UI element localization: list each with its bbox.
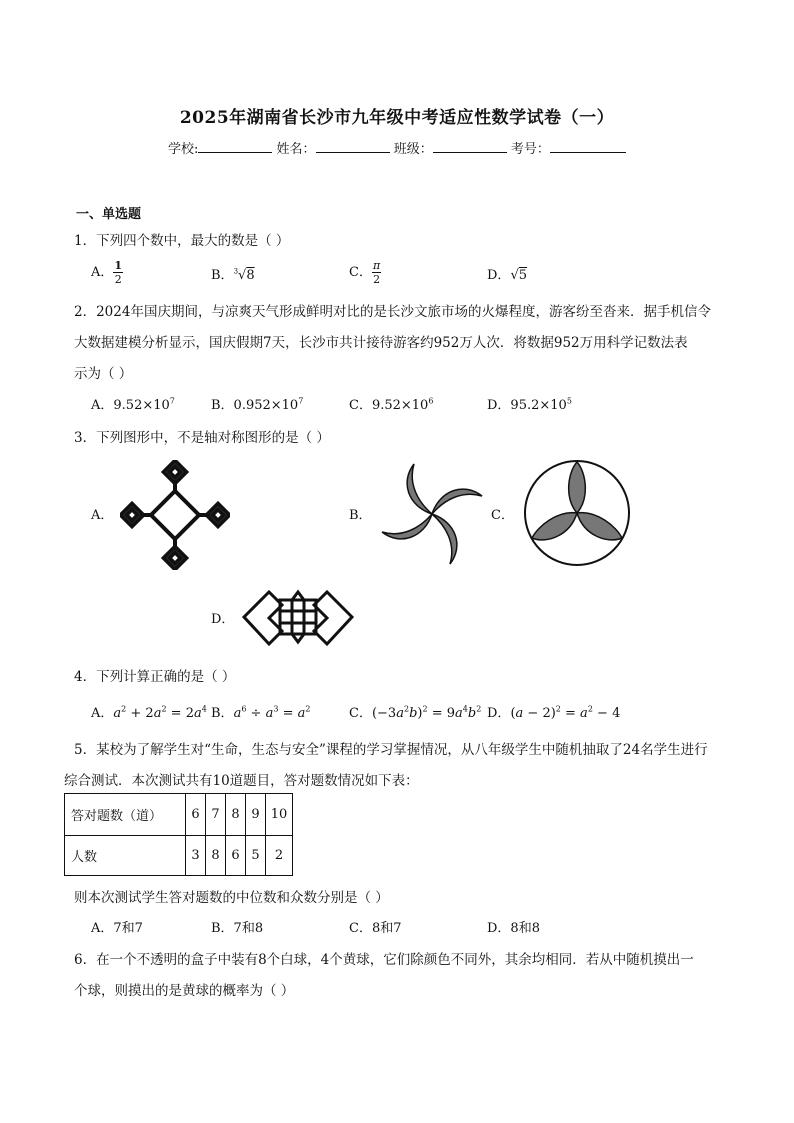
class-blank bbox=[433, 140, 507, 153]
student-info-line bbox=[168, 138, 626, 157]
q1-option-c: C． $\frac{\pi}{2}$ bbox=[349, 259, 381, 286]
q5-option-d: D．8和8 bbox=[487, 921, 540, 936]
q5-option-b: B．7和8 bbox=[211, 921, 264, 936]
q5-option-a: A．7和7 bbox=[91, 921, 143, 936]
q2-option-b: B．$0.952\times 10^7$ bbox=[211, 396, 304, 413]
q1-option-b: B．$^3$√8 bbox=[211, 267, 255, 283]
section-heading: 一、单选题 bbox=[76, 207, 142, 222]
class-label: 班级： bbox=[393, 142, 433, 157]
one-half: $\frac{1}{2}$ bbox=[114, 259, 123, 286]
name-label: 姓名： bbox=[276, 142, 316, 157]
q4-option-b: B．$a^6 \div a^3 = a^2$ bbox=[211, 704, 311, 721]
pi-over-two: $\frac{\pi}{2}$ bbox=[372, 259, 381, 286]
school-blank bbox=[198, 140, 272, 153]
question-2-line3: 示为（ ） bbox=[74, 366, 133, 382]
table-row: 答对题数（道） 6 7 8 9 10 bbox=[65, 794, 293, 836]
question-4-stem: 4．下列计算正确的是（ ） bbox=[74, 669, 236, 685]
q4-option-a: A．$a^2 + 2a^2 = 2a^4$ bbox=[91, 704, 207, 721]
name-blank bbox=[316, 140, 390, 153]
q3-label-d: D． bbox=[211, 612, 235, 627]
q2-option-c: C．$9.52\times 10^6$ bbox=[349, 396, 434, 413]
q4-option-c: C．$(-3a^2b)^2 = 9a^4b^2$ bbox=[349, 704, 482, 721]
q1-option-a: A． $\frac{1}{2}$ bbox=[91, 259, 123, 286]
table-row: 人数 3 8 6 5 2 bbox=[65, 836, 293, 876]
q1-option-d: D．√5 bbox=[487, 268, 528, 283]
exam-no-blank bbox=[550, 140, 626, 153]
question-2-line2: 大数据建模分析显示，国庆假期7天，长沙市共计接待游客约952万人次．将数据952万用科学记数法表 bbox=[74, 335, 688, 351]
figure-c-three-petal-circle bbox=[522, 458, 632, 568]
question-5-after-table: 则本次测试学生答对题数的中位数和众数分别是（ ） bbox=[74, 890, 389, 906]
school-label: 学校: bbox=[168, 142, 199, 157]
figure-a-cross-knot bbox=[120, 460, 230, 570]
answer-count-table bbox=[64, 793, 293, 876]
question-6-line1: 6．在一个不透明的盒子中装有8个白球，4个黄球，它们除颜色不同外，其余均相同．若从中随机摸出一 bbox=[74, 952, 694, 968]
q5-option-c: C．8和7 bbox=[349, 921, 402, 936]
question-2-line1: 2．2024年国庆期间，与凉爽天气形成鲜明对比的是长沙文旅市场的火爆程度，游客纷至沓来．据手机信令 bbox=[74, 304, 711, 320]
q2-option-d: D．$95.2\times 10^5$ bbox=[487, 396, 572, 413]
question-6-line2: 个球，则摸出的是黄球的概率为（ ） bbox=[74, 983, 295, 999]
question-3-stem: 3．下列图形中，不是轴对称图形的是（ ） bbox=[74, 430, 330, 446]
exam-no-label: 考号： bbox=[510, 142, 550, 157]
question-5-line1: 5．某校为了解学生对“生命，生态与安全”课程的学习掌握情况，从八年级学生中随机抽取了24名学生进行 bbox=[74, 742, 708, 758]
q2-option-a: A．$9.52\times 10^7$ bbox=[91, 396, 175, 413]
q3-label-c: C． bbox=[491, 508, 514, 523]
q4-option-d: D．$(a - 2)^2 = a^2 - 4$ bbox=[487, 704, 621, 721]
q3-label-b: B． bbox=[349, 508, 372, 523]
figure-b-pinwheel bbox=[378, 460, 486, 568]
figure-d-endless-knot bbox=[238, 586, 358, 648]
question-1-stem: 1．下列四个数中，最大的数是（ ） bbox=[74, 233, 290, 249]
question-5-line2: 综合测试．本次测试共有10道题目，答对题数情况如下表： bbox=[64, 773, 419, 789]
page-title: 2025年湖南省长沙市九年级中考适应性数学试卷（一） bbox=[179, 108, 615, 128]
q3-label-a: A． bbox=[91, 508, 114, 523]
